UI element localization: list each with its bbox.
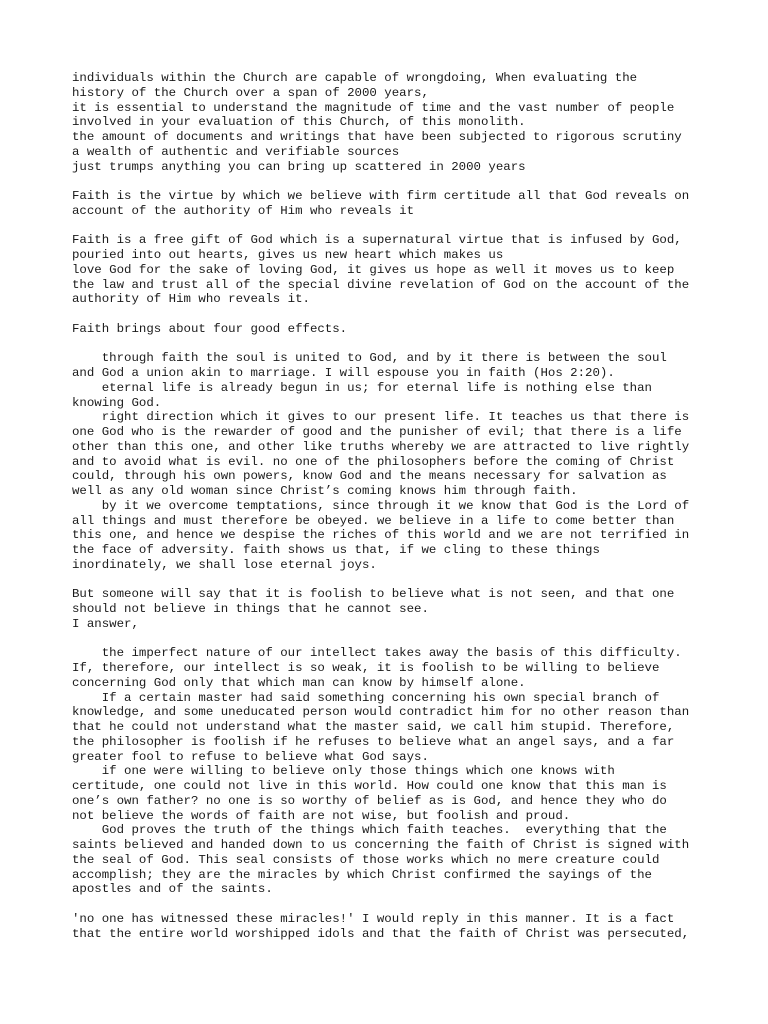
text-line: a wealth of authentic and verifiable sources <box>72 144 400 159</box>
text-line: that the entire world worshipped idols and that the faith of Christ was persecuted, <box>72 926 690 941</box>
text-line: inordinately, we shall lose eternal joys. <box>72 557 377 572</box>
document-body <box>72 71 712 956</box>
text-line: knowledge, and some uneducated person would contradict him for no other reason than <box>72 705 690 720</box>
text-line: history of the Church over a span of 2000 years, <box>72 85 429 100</box>
paragraph <box>72 233 712 307</box>
text-line: involved in your evaluation of this Church, of this monolith. <box>72 115 526 130</box>
text-line: and to avoid what is evil. no one of the philosophers before the coming of Christ <box>72 454 675 469</box>
paragraph <box>72 189 712 219</box>
text-line: concerning God only that which man can know by himself alone. <box>72 675 526 690</box>
text-line: this one, and hence we despise the riches of this world and we are not terrified in <box>72 528 690 543</box>
text-line: should not believe in things that he cannot see. <box>72 602 429 616</box>
text-line: not believe the words of faith are not wise, but foolish and proud. <box>72 808 571 823</box>
text-line: Faith is the virtue by which we believe with firm certitude all that God reveals on <box>72 189 690 203</box>
text-line: that he could not understand what the master said, we call him stupid. Therefore, <box>72 720 675 734</box>
text-line: the imperfect nature of our intellect takes away the basis of this difficulty. <box>72 646 682 661</box>
text-line: and God a union akin to marriage. I will espouse you in faith (Hos 2:20). <box>72 366 615 380</box>
text-line: saints believed and handed down to us concerning the faith of Christ is signed with <box>72 838 690 852</box>
paragraph <box>72 322 712 337</box>
text-line: 'no one has witnessed these miracles!' I would reply in this manner. It is a fact <box>72 911 675 926</box>
paragraph <box>72 912 712 942</box>
text-line: apostles and of the saints. <box>72 882 273 897</box>
paragraph <box>72 646 712 897</box>
text-line: if one were willing to believe only those things which one knows with <box>72 764 615 779</box>
text-line: one’s own father? no one is so worthy of belief as is God, and hence they who do <box>72 793 667 808</box>
text-line: the face of adversity. faith shows us that, if we cling to these things <box>72 543 600 557</box>
text-line: by it we overcome temptations, since through it we know that God is the Lord of <box>72 498 690 513</box>
text-line: just trumps anything you can bring up scattered in 2000 years <box>72 159 526 174</box>
text-line: accomplish; they are the miracles by which Christ confirmed the sayings of the <box>72 867 652 882</box>
text-line: right direction which it gives to our present life. It teaches us that there is <box>72 410 690 425</box>
text-line: I answer, <box>72 616 139 631</box>
text-line: other than this one, and other like truths whereby we are attracted to live rightly <box>72 439 690 454</box>
text-line: But someone will say that it is foolish to believe what is not seen, and that one <box>72 587 675 602</box>
text-line: authority of Him who reveals it. <box>72 292 310 307</box>
text-line: eternal life is already begun in us; for eternal life is nothing else than <box>72 380 652 395</box>
text-line: If a certain master had said something concerning his own special branch of <box>72 690 660 705</box>
text-line: individuals within the Church are capable of wrongdoing, When evaluating the <box>72 71 638 85</box>
text-line: it is essential to understand the magnitude of time and the vast number of people <box>72 100 675 115</box>
text-line: well as any old woman since Christ’s coming knows him through faith. <box>72 484 578 498</box>
text-line: love God for the sake of loving God, it gives us hope as well it moves us to keep <box>72 262 675 277</box>
text-line: the seal of God. This seal consists of those works which no mere creature could <box>72 852 660 867</box>
text-line: the law and trust all of the special divine revelation of God on the account of the <box>72 277 690 292</box>
text-line: certitude, one could not live in this world. How could one know that this man is <box>72 779 667 793</box>
text-line: all things and must therefore be obeyed. we believe in a life to come better than <box>72 513 675 528</box>
text-line: God proves the truth of the things which faith teaches. everything that the <box>72 823 667 838</box>
text-line: the philosopher is foolish if he refuses to believe what an angel says, and a far <box>72 734 675 749</box>
paragraph <box>72 587 712 631</box>
text-line: could, through his own powers, know God and the means necessary for salvation as <box>72 469 667 484</box>
text-line: If, therefore, our intellect is so weak, it is foolish to be willing to believe <box>72 661 660 675</box>
text-line: Faith is a free gift of God which is a supernatural virtue that is infused by God, <box>72 233 682 248</box>
text-line: greater fool to refuse to believe what God says. <box>72 749 429 764</box>
paragraph <box>72 351 712 572</box>
text-line: one God who is the rewarder of good and the punisher of evil; that there is a life <box>72 425 682 439</box>
paragraph <box>72 71 712 174</box>
text-line: through faith the soul is united to God, and by it there is between the soul <box>72 351 667 366</box>
text-line: Faith brings about four good effects. <box>72 321 348 336</box>
text-line: account of the authority of Him who reveals it <box>72 203 415 218</box>
text-line: the amount of documents and writings that have been subjected to rigorous scrutiny <box>72 130 682 144</box>
text-line: knowing God. <box>72 395 162 410</box>
text-line: pouried into out hearts, gives us new heart which makes us <box>72 248 504 262</box>
